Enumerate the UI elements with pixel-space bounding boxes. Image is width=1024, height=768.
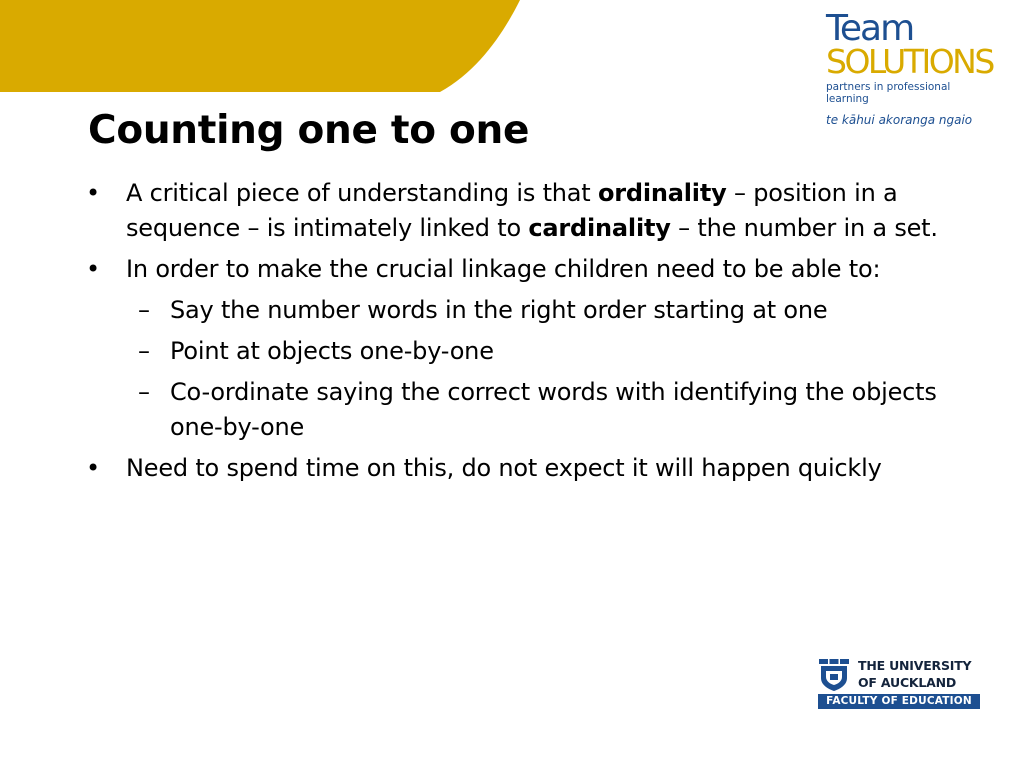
logo-maori-tagline: te kāhui akoranga ngaio: [826, 113, 973, 127]
sub-bullet-text: Point at objects one-by-one: [170, 337, 494, 365]
university-name-line2: OF AUCKLAND: [858, 675, 957, 690]
bold-ordinality: ordinality: [597, 179, 727, 207]
bullet-text-pre: A critical piece of understanding is that: [126, 179, 598, 207]
dash-icon: –: [138, 378, 150, 406]
dash-icon: –: [138, 296, 150, 324]
sub-bullet-text: Co-ordinate saying the correct words with identifying the objects one-by-one: [170, 378, 937, 441]
sub-bullet-item: [86, 293, 966, 328]
logo-tagline: partners in professional learning: [826, 81, 951, 105]
bullet-text-mid: – position in a sequence – is intimately linked to: [126, 179, 898, 242]
bullet-text: Need to spend time on this, do not expect it will happen quickly: [126, 454, 882, 482]
logo-solutions-text: SOLUTIONS: [826, 42, 993, 81]
university-name-line1: THE UNIVERSITY: [858, 658, 972, 673]
bullet-icon: •: [86, 179, 100, 207]
bullet-icon: •: [86, 255, 100, 283]
sub-bullet-item: [86, 334, 966, 369]
sub-bullet-text: Say the number words in the right order starting at one: [170, 296, 828, 324]
bullet-item: [86, 252, 966, 287]
university-crest-icon: [818, 658, 850, 692]
logo-team-text: Team: [826, 8, 914, 49]
bullet-text: In order to make the crucial linkage children need to be able to:: [126, 255, 881, 283]
slide-body: [86, 176, 966, 492]
faculty-banner: FACULTY OF EDUCATION: [818, 694, 980, 709]
bold-cardinality: cardinality: [528, 214, 671, 242]
dash-icon: –: [138, 337, 150, 365]
bullet-text-post: – the number in a set.: [670, 214, 938, 242]
slide-title: Counting one to one: [88, 108, 530, 153]
bullet-item: [86, 451, 966, 486]
sub-bullet-item: [86, 375, 966, 445]
gold-corner-shape: [0, 0, 540, 100]
team-solutions-logo: [826, 8, 996, 127]
bullet-icon: •: [86, 454, 100, 482]
bullet-item: [86, 176, 966, 246]
